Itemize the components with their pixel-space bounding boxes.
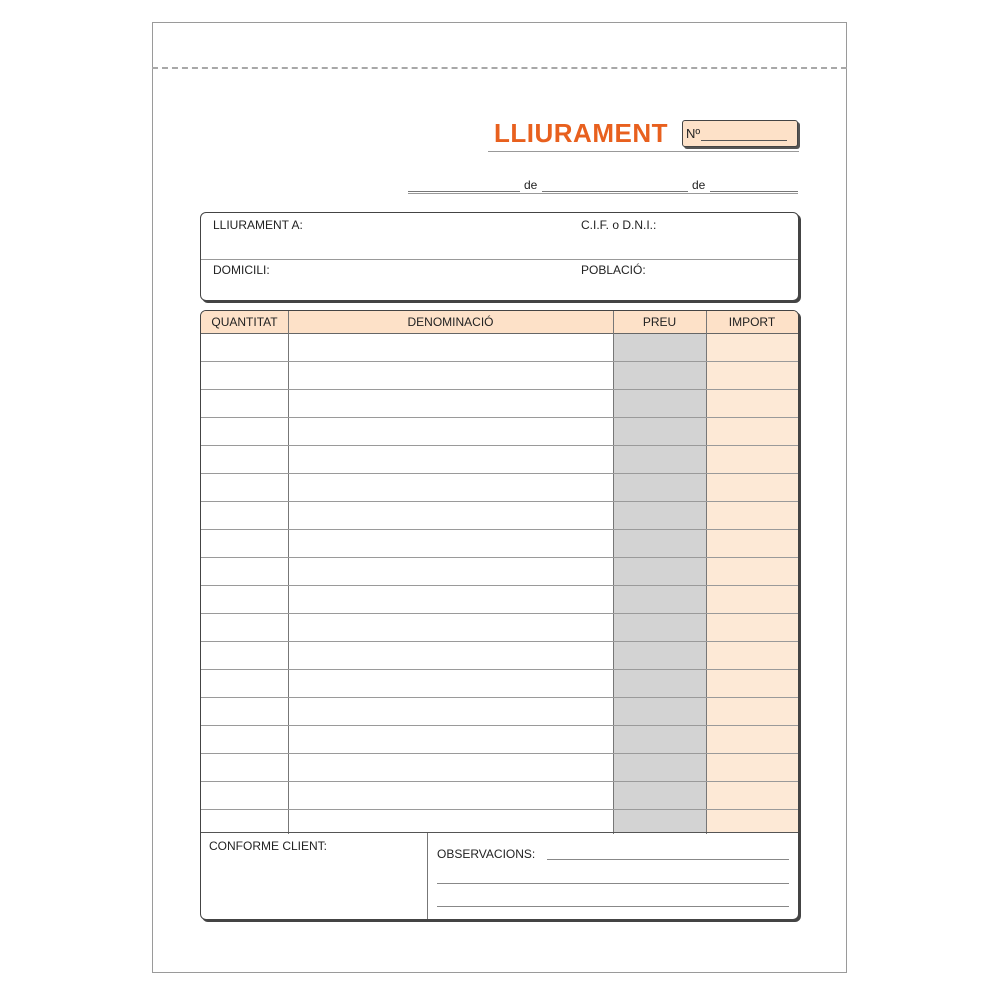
town-label: POBLACIÓ:	[581, 263, 646, 277]
table-row	[201, 753, 798, 754]
table-row	[201, 641, 798, 642]
items-table	[200, 310, 799, 920]
table-row	[201, 781, 798, 782]
column-header-description: DENOMINACIÓ	[407, 315, 494, 329]
number-field[interactable]	[682, 120, 798, 147]
footer-divider	[427, 833, 428, 919]
observations-line[interactable]	[547, 859, 789, 860]
table-row	[201, 585, 798, 586]
date-underline	[408, 193, 798, 194]
perforation-line	[152, 67, 847, 69]
day-line	[408, 191, 520, 192]
table-row	[201, 725, 798, 726]
table-row	[201, 389, 798, 390]
table-row	[201, 557, 798, 558]
column-header-price: PREU	[642, 315, 677, 329]
observations-label: OBSERVACIONS:	[437, 847, 536, 861]
date-de-1: de	[524, 178, 538, 192]
table-row	[201, 669, 798, 670]
number-label: Nº	[686, 126, 701, 141]
observations-line[interactable]	[437, 883, 789, 884]
document-title: LLIURAMENT	[494, 118, 668, 148]
table-footer	[201, 832, 798, 919]
table-row	[201, 809, 798, 810]
table-row	[201, 417, 798, 418]
table-row	[201, 501, 798, 502]
year-line	[710, 191, 798, 192]
table-row	[201, 529, 798, 530]
month-line	[542, 191, 688, 192]
title-underline	[488, 151, 799, 152]
column-header-quantity: QUANTITAT	[211, 315, 278, 329]
table-row	[201, 361, 798, 362]
column-header-amount: IMPORT	[728, 315, 776, 329]
table-row	[201, 473, 798, 474]
table-row	[201, 697, 798, 698]
tax-id-label: C.I.F. o D.N.I.:	[581, 218, 657, 232]
address-label: DOMICILI:	[213, 263, 270, 277]
table-row	[201, 445, 798, 446]
client-box-divider	[201, 259, 798, 260]
table-header	[201, 311, 798, 334]
observations-line[interactable]	[437, 906, 789, 907]
number-line	[701, 140, 787, 141]
client-details-box	[200, 212, 799, 301]
client-approval-label: CONFORME CLIENT:	[209, 839, 328, 853]
delivery-to-label: LLIURAMENT A:	[213, 218, 303, 232]
table-row	[201, 613, 798, 614]
date-de-2: de	[692, 178, 706, 192]
